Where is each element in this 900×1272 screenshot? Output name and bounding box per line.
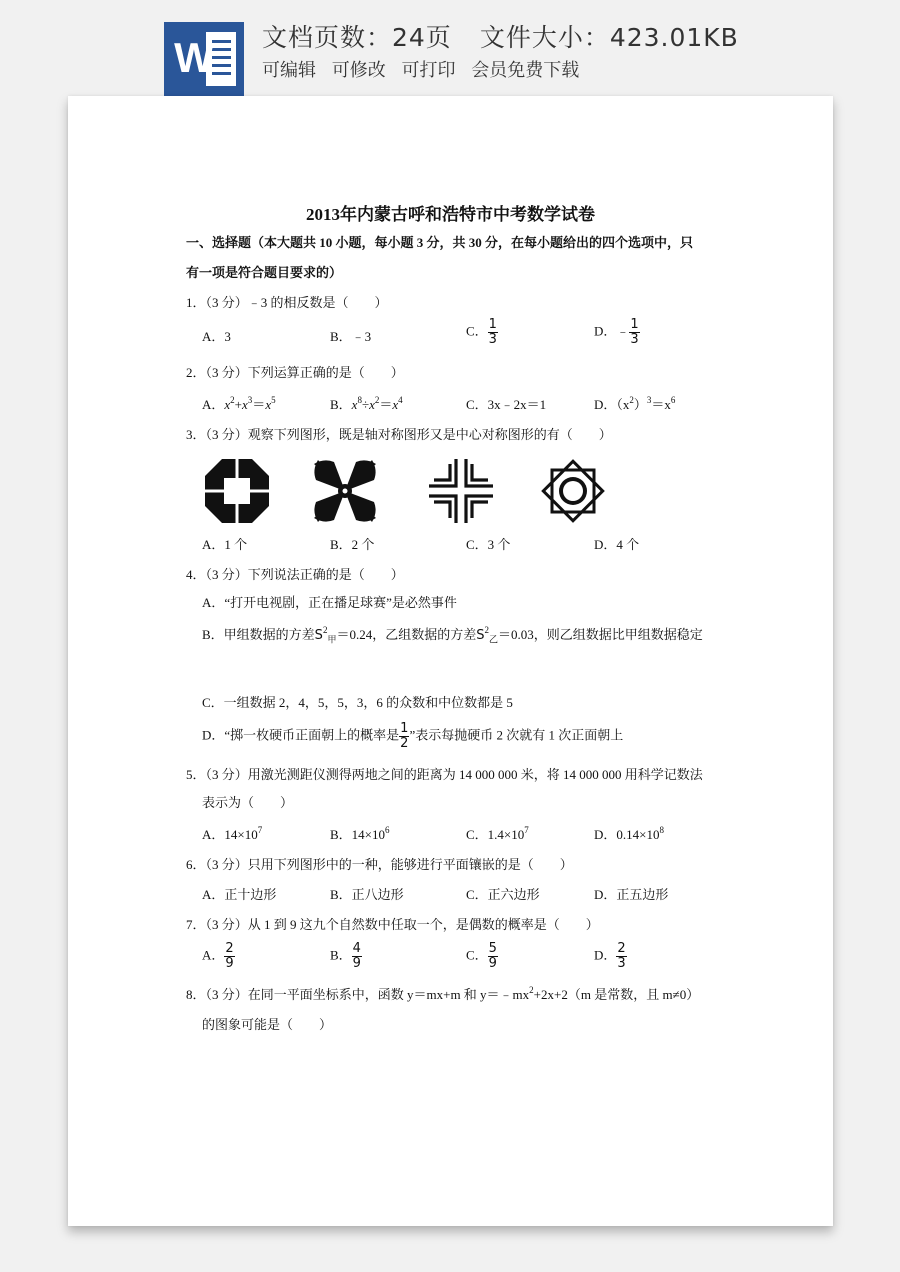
- q2-option-a: A．$x^2+x^3=x^5$: [202, 395, 276, 412]
- q5-option-a: A．$14\times 10^7$: [202, 825, 263, 842]
- q5-option-d: D．$0.14\times 10^8$: [594, 825, 664, 842]
- q4-option-c: C．一组数据 2，4，5，5，3，6 的众数和中位数都是 5: [202, 695, 513, 710]
- exam-content: [68, 96, 833, 1226]
- page-count: 文档页数：24页: [262, 23, 452, 52]
- q3-option-a: A．1 个: [202, 537, 248, 552]
- fraction: $\frac{4}{9}$: [352, 941, 361, 971]
- q2-option-d: D．$(x^2)^3=x^6$: [594, 395, 676, 412]
- q3-option-d: D．4 个: [594, 537, 640, 552]
- q6-option-a: A．正十边形: [202, 887, 277, 902]
- fraction: $\frac{1}{3}$: [630, 317, 639, 347]
- feature-member-download: 会员免费下载: [471, 60, 580, 81]
- feature-list: [262, 56, 589, 82]
- q7-option-c: C． $\frac{5}{9}$: [466, 941, 497, 971]
- exam-title: 2013年内蒙古呼和浩特市中考数学试卷: [306, 205, 595, 224]
- q6-option-d: D．正五边形: [594, 887, 669, 902]
- q1-option-d: D．﹣ $\frac{1}{3}$: [594, 317, 639, 347]
- question-6: 6．（3 分）只用下列图形中的一种，能够进行平面镶嵌的是（ ）: [186, 857, 573, 872]
- q1-option-a: A．3: [202, 329, 231, 344]
- octagon-frame-figure: [202, 456, 272, 526]
- q7-option-a: A． $\frac{2}{9}$: [202, 941, 234, 971]
- q1-option-c: C． $\frac{1}{3}$: [466, 317, 497, 347]
- fraction: $\frac{1}{2}$: [400, 721, 409, 751]
- feature-modifiable: 可修改: [331, 60, 386, 81]
- fraction: $\frac{2}{9}$: [225, 941, 234, 971]
- fraction: $\frac{1}{3}$: [488, 317, 497, 347]
- q3-option-c: C．3 个: [466, 537, 511, 552]
- q5-option-c: C．$1.4\times 10^7$: [466, 825, 529, 842]
- question-3: 3．（3 分）观察下列图形，既是轴对称图形又是中心对称图形的有（ ）: [186, 427, 612, 442]
- feature-editable: 可编辑: [262, 60, 316, 81]
- feature-printable: 可打印: [401, 60, 456, 81]
- q7-option-d: D． $\frac{2}{3}$: [594, 941, 626, 971]
- download-header: [0, 0, 900, 100]
- section-heading: 一、选择题（本大题共 10 小题，每小题 3 分，共 30 分，在每小题给出的四个选项中，只: [186, 235, 694, 250]
- question-5-cont: 表示为（ ）: [202, 795, 294, 810]
- fraction: $\frac{2}{3}$: [617, 941, 626, 971]
- q1-option-b: B．﹣3: [330, 329, 372, 344]
- q2-option-c: C．3x﹣2x＝1: [466, 397, 547, 412]
- word-letter: W: [174, 34, 214, 81]
- q2-option-b: B．$x^8\div x^2=x^4$: [330, 395, 403, 412]
- q6-option-b: B．正八边形: [330, 887, 404, 902]
- word-document-icon: [164, 22, 244, 96]
- q4-option-a: A．“打开电视剧，正在播足球赛”是必然事件: [202, 595, 457, 610]
- question-8: 8．（3 分）在同一平面坐标系中，函数 y＝mx+m 和 $y=﹣mx^2+2x+2(m$ 是常数，且 m≠0）: [186, 985, 700, 1002]
- q5-option-b: B．$14\times 10^6$: [330, 825, 390, 842]
- q4-option-d: D．“掷一枚硬币正面朝上的概率是 $\frac{1}{2}$ ”表示每抛硬币 2 次就有 1 次正面朝上: [202, 721, 624, 751]
- q7-option-b: B． $\frac{4}{9}$: [330, 941, 361, 971]
- file-size: 文件大小：423.01KB: [479, 23, 739, 52]
- question-4: 4．（3 分）下列说法正确的是（ ）: [186, 567, 404, 582]
- fraction: $\frac{5}{9}$: [488, 941, 497, 971]
- four-petal-figure: [310, 456, 380, 526]
- eight-point-star-figure: [538, 456, 608, 526]
- cross-lines-figure: [426, 456, 496, 526]
- question-7: 7．（3 分）从 1 到 9 这九个自然数中任取一个，是偶数的概率是（ ）: [186, 917, 599, 932]
- question-1: 1．（3 分）﹣3 的相反数是（ ）: [186, 295, 388, 310]
- file-info-line: [262, 18, 739, 54]
- section-heading-cont: 有一项是符合题目要求的）: [186, 265, 343, 280]
- document-page: [68, 96, 833, 1226]
- q4-option-b: B．甲组数据的方差$S^2_甲=0.24$，乙组数据的方差$S^2_乙=0.03$，则乙组数据比甲组数据稳定: [202, 625, 703, 645]
- question-8-cont: 的图象可能是（ ）: [202, 1017, 333, 1032]
- question-5: 5．（3 分）用激光测距仪测得两地之间的距离为 14 000 000 米，将 14 000 000 用科学记数法: [186, 767, 703, 782]
- q6-option-c: C．正六边形: [466, 887, 540, 902]
- question-2: 2．（3 分）下列运算正确的是（ ）: [186, 365, 404, 380]
- q3-option-b: B．2 个: [330, 537, 375, 552]
